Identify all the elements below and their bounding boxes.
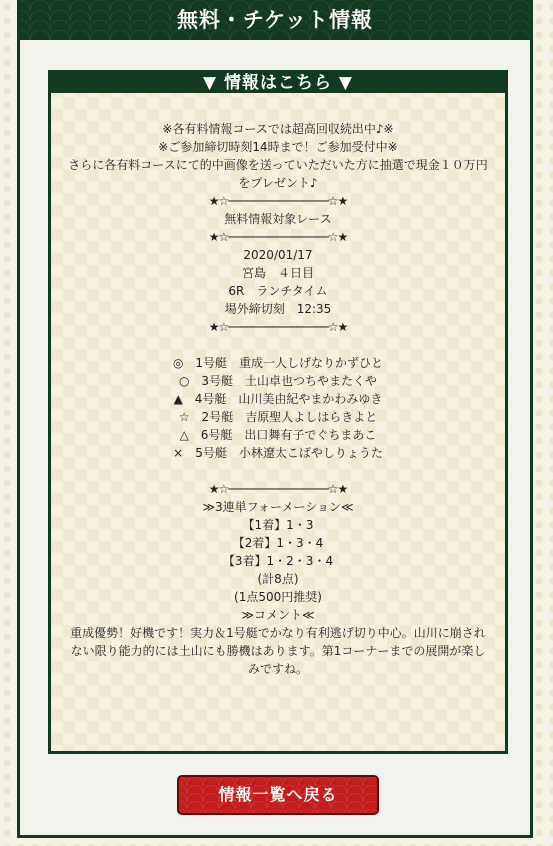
formation-first: 【1着】1・3 (242, 518, 314, 532)
prediction-row: ☆ 2号艇 吉原聖人よしはらきよと (178, 410, 378, 424)
comment-title: ≫コメント≪ (241, 608, 315, 622)
spacer (67, 336, 489, 354)
notice-line: さらに各有料コースにて的中画像を送っていただいた方に抽選で現金１０万円をプレゼント♪ (68, 158, 488, 190)
free-info-frame (17, 0, 533, 838)
info-panel (48, 70, 508, 754)
notice-line: ※ご参加締切時刻14時まで！ご参加受付中※ (158, 140, 398, 154)
race-date: 2020/01/17 (243, 248, 313, 262)
page-title: 無料・チケット情報 (20, 0, 530, 40)
formation-second: 【2着】1・3・4 (232, 536, 324, 550)
race-venue: 宮島 ４日目 (241, 266, 314, 280)
prediction-row: ▲ 4号艇 山川美由紀やまかわみゆき (173, 392, 383, 406)
race-deadline: 場外締切刻 12:35 (224, 302, 332, 316)
prediction-row: △ 6号艇 出口舞有子でぐちまあこ (179, 428, 377, 442)
notice-line: ※各有料情報コースでは超高回収続出中♪※ (162, 122, 394, 136)
prediction-row: ○ 3号艇 土山卓也つちやまたくや (178, 374, 378, 388)
formation-count: (計8点) (257, 572, 299, 586)
formation-recommend: (1点500円推奨) (234, 590, 322, 604)
target-race-label: 無料情報対象レース (224, 212, 332, 226)
formation-title: ≫3連単フォーメーション≪ (202, 500, 354, 514)
separator: ★☆────────────────☆★ (208, 482, 348, 496)
panel-title: ▼ 情報はこちら ▼ (51, 73, 505, 93)
separator: ★☆────────────────☆★ (208, 320, 348, 334)
info-content (67, 120, 489, 678)
prediction-row: × 5号艇 小林遼太こばやしりょうた (173, 446, 383, 460)
comment-text: 重成優勢！好機です！実力＆1号艇でかなり有利逃げ切り中心。山川に崩されない限り能力的には土山にも勝機はあります。第1コーナーまでの展開が楽しみですね。 (70, 626, 486, 676)
separator: ★☆────────────────☆★ (208, 194, 348, 208)
prediction-row: ◎ 1号艇 重成一人しげなりかずひと (172, 356, 384, 370)
spacer (67, 462, 489, 480)
back-to-list-button[interactable]: 情報一覧へ戻る (177, 775, 379, 815)
separator: ★☆────────────────☆★ (208, 230, 348, 244)
race-name: 6R ランチタイム (228, 284, 328, 298)
formation-third: 【3着】1・2・3・4 (222, 554, 334, 568)
